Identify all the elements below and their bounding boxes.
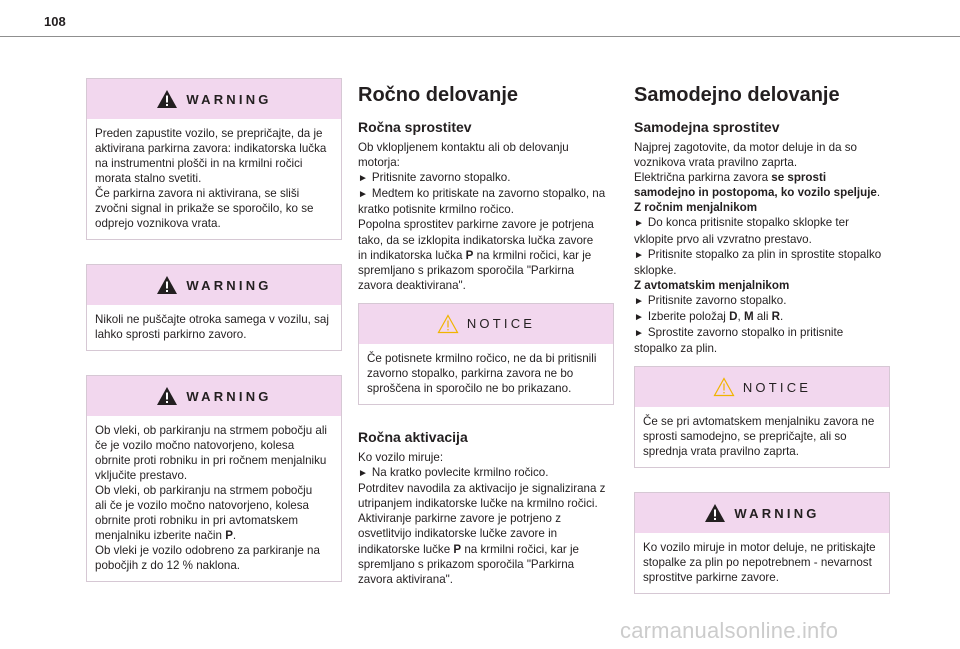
text-line: spremljano s prikazom sporočila "Parkirna [358, 263, 575, 277]
text-bold: se sprosti [771, 171, 827, 185]
text-line: zavora aktivirana". [358, 572, 453, 586]
notice-header [359, 304, 613, 344]
text-line: Pritisnite stopalko za plin in sprostite stopalko [647, 247, 882, 261]
warning-header [87, 376, 341, 416]
text-line: pobočjih z do 12 % naklona. [95, 559, 241, 572]
indicator-p: P [453, 542, 462, 556]
warning-title: WARNING [186, 91, 272, 107]
text-line: ali če je vozilo močno natovorjeno, kolesa [95, 499, 309, 512]
manual-heading: Ročno delovanje [358, 84, 519, 106]
manual-activation-subheading: Ročna aktivacija [358, 428, 468, 445]
warning-title: WARNING [186, 277, 272, 293]
text-segment: Električna parkirna zavora [634, 171, 772, 185]
text-segment: indikatorske lučke [358, 542, 454, 556]
text-line: Na kratko povlecite krmilno ročico. [371, 466, 549, 480]
text-line: vključite prestavo. [95, 469, 188, 482]
warning-box-3 [86, 375, 342, 582]
text-segment: . [232, 529, 237, 542]
text-line: utripanjem indikatorske lučke na krmilno ročici. [358, 497, 598, 511]
arrow-icon: ► [358, 189, 368, 201]
gear-d: D [729, 310, 738, 324]
warning-title: WARNING [734, 505, 820, 521]
text-line: Ob vleki, ob parkiranju na strmem pobočju [95, 484, 313, 497]
arrow-icon: ► [634, 295, 644, 307]
text-line: Če potisnete krmilno ročico, ne da bi pritisnili [367, 351, 597, 365]
text-line: motorja: [358, 156, 400, 170]
text-line: Če parkirna zavora ni aktivirana, se sliši [95, 187, 300, 200]
text-line: Ob vklopljenem kontaktu ali ob delovanju [358, 141, 569, 154]
text-segment: Izberite položaj [647, 310, 730, 324]
arrow-icon: ► [358, 468, 368, 480]
column-automatic-operation [634, 78, 890, 608]
text-segment: . [780, 310, 784, 324]
text-bold: samodejno in postopoma, ko vozilo spelјuje [634, 186, 877, 200]
warning-triangle-icon [156, 275, 178, 295]
text-line: Potrditev navodila za aktivacijo je signalizirana z [358, 482, 606, 496]
column-warnings [86, 78, 342, 596]
notice-header [635, 367, 889, 407]
text-line: zavora deaktivirana". [358, 278, 466, 292]
text-line: morata stalno svetiti. [95, 172, 202, 185]
warning-header [635, 493, 889, 533]
text-line: Ob vleki, ob parkiranju na strmem pobočju ali [95, 424, 327, 437]
text-line: tako, da se izklopita indikatorska lučka zavore [358, 233, 594, 247]
notice-box-auto [634, 366, 890, 468]
text-line: aktivirana parkirna zavora: indikatorska lučka [95, 142, 327, 155]
text-line: spremljano s prikazom sporočila "Parkirna [358, 557, 575, 571]
notice-text [359, 344, 613, 404]
text-line: stopalke za plin po nepotrebnem - nevarnost [643, 556, 872, 570]
warning-box-1 [86, 78, 342, 240]
text-segment: , [737, 310, 744, 324]
text-line: lahko sprosti parkirno zavoro. [95, 328, 247, 341]
notice-text [635, 407, 889, 467]
notice-triangle-icon [713, 377, 735, 397]
text-line: Pritisnite zavorno stopalko. [647, 293, 787, 307]
text-line: Preden zapustite vozilo, se prepričajte, da je [95, 127, 323, 140]
warning-text [87, 416, 341, 581]
text-segment: na krmilni ročici, kar je [461, 542, 580, 556]
manual-activation-text [358, 450, 614, 587]
gear-m: M [743, 310, 754, 324]
gear-r: R [771, 310, 781, 324]
notice-title: NOTICE [742, 379, 812, 395]
text-line: Popolna sprostitev parkirne zavore je potrjena [358, 218, 594, 232]
notice-box-manual [358, 303, 614, 405]
text-line: na instrumentni plošči in na krmilni ročici [95, 157, 303, 170]
arrow-icon: ► [634, 218, 644, 230]
warning-title: WARNING [186, 388, 272, 404]
text-line: Do konca pritisnite stopalko sklopke ter [647, 216, 849, 230]
text-line: Pritisnite zavorno stopalko. [371, 171, 511, 185]
automatic-gearbox-label: Z avtomatskim menjalnikom [634, 278, 790, 292]
watermark: carmanualsonline.info [620, 618, 839, 643]
warning-header [87, 265, 341, 305]
arrow-icon: ► [634, 328, 644, 340]
text-line: Najprej zagotovite, da motor deluje in da so [634, 141, 857, 154]
text-line: zvočni signal in prikaže se sporočilo, ko se [95, 202, 314, 215]
text-segment: in indikatorska lučka [358, 248, 466, 262]
warning-header [87, 79, 341, 119]
warning-triangle-icon [156, 89, 178, 109]
text-line: Aktiviranje parkirne zavore je potrjeno z [358, 512, 561, 526]
text-line: Ob vleki je vozilo odobreno za parkiranje na [95, 544, 320, 557]
manual-release-text [358, 140, 614, 293]
manual-gearbox-label: Z ročnim menjalnikom [634, 201, 758, 215]
text-line: sprosti samodejno, se prepričajte, ali so [643, 430, 847, 444]
warning-text [635, 533, 889, 593]
warning-text [87, 119, 341, 239]
text-line: zavorno stopalko, parkirna zavora ne bo [367, 366, 574, 380]
notice-title: NOTICE [466, 316, 536, 332]
auto-release-text [634, 140, 890, 356]
text-line: sprostitve parkirne zavore. [643, 571, 779, 585]
top-rule [0, 36, 960, 37]
text-line: če je vozilo močno natovorjeno, kolesa [95, 439, 295, 452]
text-segment: . [876, 186, 881, 200]
auto-heading: Samodejno delovanje [634, 84, 840, 106]
text-line: Medtem ko pritiskate na zavorno stopalko, na [371, 187, 606, 201]
text-segment: ali [753, 310, 772, 324]
text-line: sklopke. [634, 263, 677, 277]
auto-release-subheading: Samodejna sprostitev [634, 119, 780, 135]
notice-triangle-icon [437, 314, 459, 334]
text-line: sprednja vrata pravilno zaprta. [643, 445, 799, 459]
gear-p: P [225, 529, 233, 542]
text-line: voznikova vrata pravilno zaprta. [634, 156, 798, 170]
text-segment: na krmilni ročici, kar je [473, 248, 592, 262]
arrow-icon: ► [634, 249, 644, 261]
text-line: Ko vozilo miruje in motor deluje, ne pritiskajte [643, 541, 876, 555]
arrow-icon: ► [358, 173, 368, 185]
text-line: Nikoli ne puščajte otroka samega v vozilu, saj [95, 313, 329, 326]
text-segment: menjalniku izberite način [95, 529, 226, 542]
text-line: Ko vozilo miruje: [358, 450, 444, 464]
text-line: stopalko za plin. [634, 342, 718, 356]
column-manual-operation [358, 78, 614, 587]
text-line: obrnite proti robniku in pri avtomatskem [95, 514, 298, 527]
warning-box-2 [86, 264, 342, 351]
warning-text [87, 305, 341, 350]
warning-triangle-icon [704, 503, 726, 523]
text-line: sproščena in sporočilo ne bo prikazano. [367, 381, 572, 395]
text-line: vklopite prvo ali vzvratno prestavo. [634, 232, 812, 246]
arrow-icon: ► [634, 312, 644, 324]
text-line: odprejo voznikova vrata. [95, 217, 221, 230]
warning-triangle-icon [156, 386, 178, 406]
text-line: kratko potisnite krmilno ročico. [358, 203, 514, 217]
manual-release-subheading: Ročna sprostitev [358, 119, 472, 135]
warning-box-auto [634, 492, 890, 594]
text-line: Sprostite zavorno stopalko in pritisnite [647, 326, 844, 340]
text-line: osvetlitvijo indikatorske lučke zavore in [358, 527, 558, 541]
page-number: 108 [44, 14, 66, 29]
text-line: obrnite proti robniku in pri ročnem menjalniku [95, 454, 327, 467]
text-line [95, 528, 333, 543]
indicator-p: P [465, 248, 474, 262]
text-line: Če se pri avtomatskem menjalniku zavora ne [643, 415, 875, 429]
